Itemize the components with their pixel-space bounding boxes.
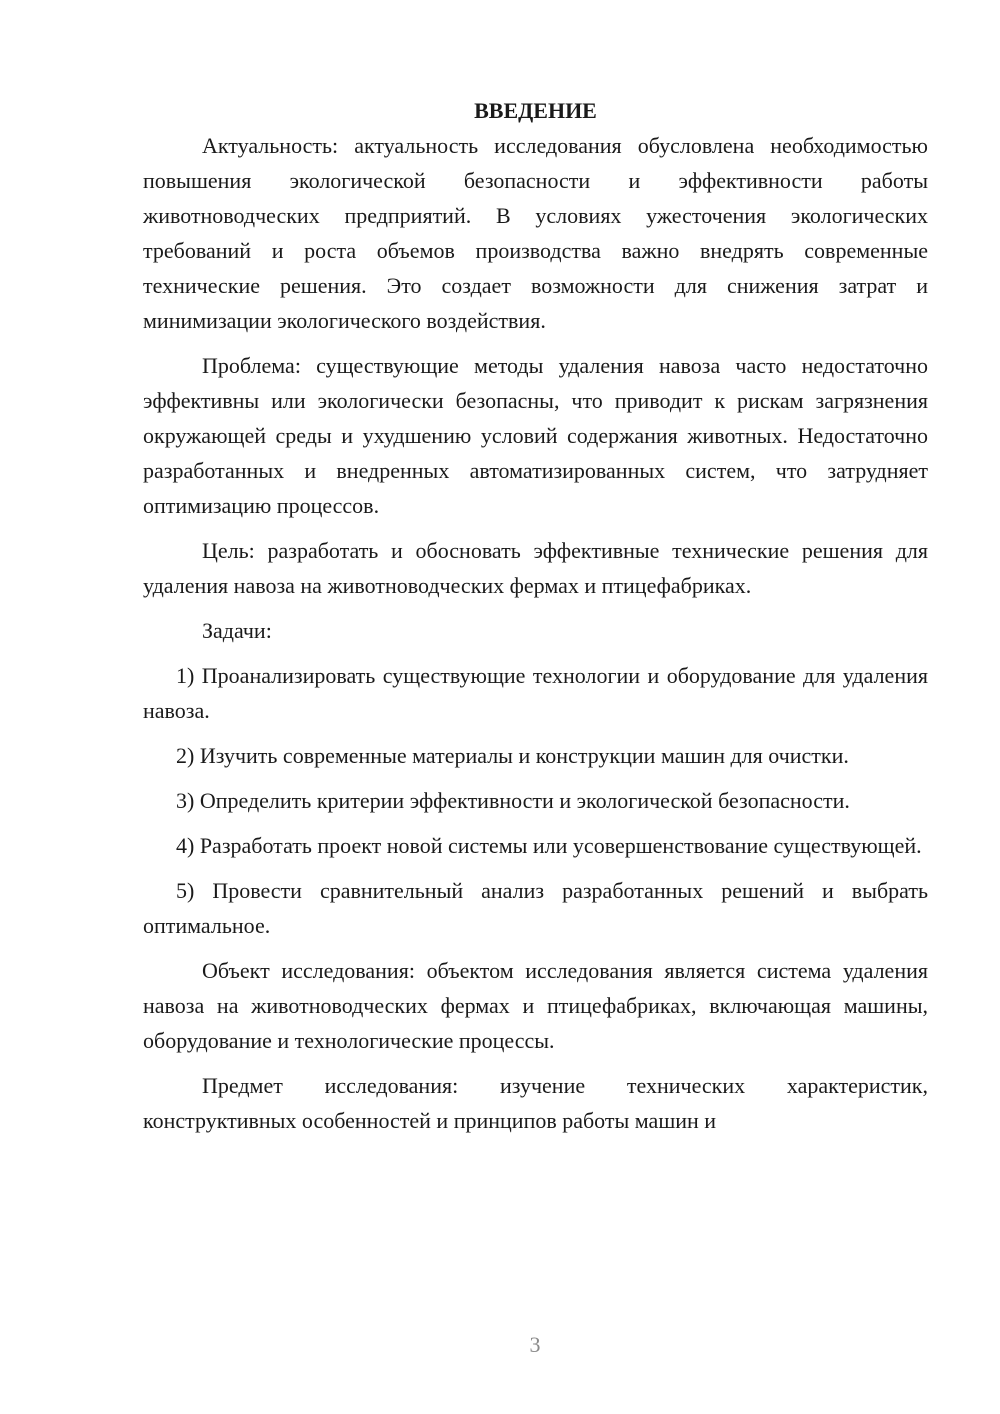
task-item: 3) Определить критерии эффективности и экологической безопасности. — [176, 788, 850, 813]
paragraph-object: Объект исследования: объектом исследования является система удаления навоза на животноводческих фермах и птицефабриках, включающая машины, оборудование и технологические процессы. — [143, 958, 928, 1053]
page-number: 3 — [529, 1332, 541, 1357]
paragraph-problem: Проблема: существующие методы удаления навоза часто недостаточно эффективны или экологически безопасны, что приводит к рискам загрязнения окружающей среды и ухудшению условий содержания животных. Недостаточно разработанных и внедренных автоматизированных систем, что затрудняет оптимизацию процессов. — [143, 353, 928, 518]
task-item: 4) Разработать проект новой системы или усовершенствование существующей. — [176, 833, 922, 858]
task-item: 5) Провести сравнительный анализ разработанных решений и выбрать оптимальное. — [143, 878, 928, 938]
page-title: ВВЕДЕНИЕ — [474, 98, 597, 123]
task-item: 1) Проанализировать существующие технологии и оборудование для удаления навоза. — [143, 663, 928, 723]
paragraph-goal: Цель: разработать и обосновать эффективные технические решения для удаления навоза на животноводческих фермах и птицефабриках. — [143, 538, 928, 598]
paragraph-subject: Предмет исследования: изучение технических характеристик, конструктивных особенностей и принципов работы машин и — [143, 1073, 928, 1133]
page-content — [143, 93, 928, 1148]
paragraph-relevance: Актуальность: актуальность исследования обусловлена необходимостью повышения экологической безопасности и эффективности работы животноводческих предприятий. В условиях ужесточения экологических требований и роста объемов производства важно внедрять современные технические решения. Это создает возможности для снижения затрат и минимизации экологического воздействия. — [143, 133, 928, 333]
tasks-heading: Задачи: — [202, 618, 272, 643]
task-item: 2) Изучить современные материалы и конструкции машин для очистки. — [176, 743, 849, 768]
